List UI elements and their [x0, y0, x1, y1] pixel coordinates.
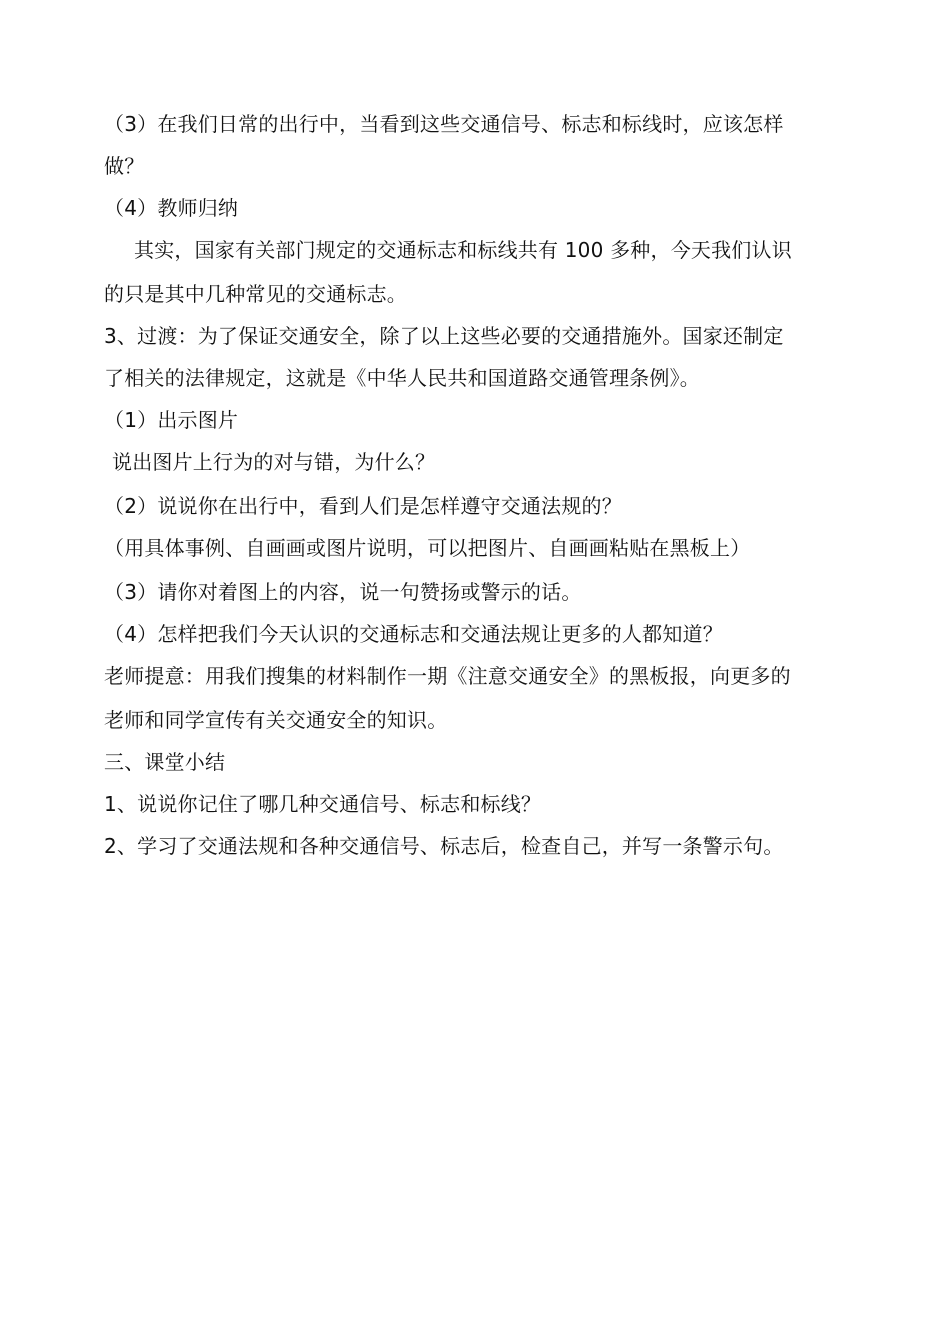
text-line: 3、过渡：为了保证交通安全，除了以上这些必要的交通措施外。国家还制定 — [104, 324, 784, 348]
text-line: 说出图片上行为的对与错，为什么？ — [112, 450, 436, 474]
text-line: 其实，国家有关部门规定的交通标志和标线共有 100 多种，今天我们认识 — [134, 238, 792, 262]
text-line: （1）出示图片 — [104, 408, 239, 432]
text-line: （4）教师归纳 — [104, 196, 239, 220]
text-line: 的只是其中几种常见的交通标志。 — [104, 282, 407, 306]
text-line: 2、学习了交通法规和各种交通信号、标志后，检查自己，并写一条警示句。 — [104, 834, 784, 858]
text-line: 了相关的法律规定，这就是《中华人民共和国道路交通管理条例》。 — [104, 366, 700, 390]
text-line: 老师和同学宣传有关交通安全的知识。 — [104, 708, 448, 732]
text-line: 做？ — [104, 154, 145, 178]
section-heading: 三、课堂小结 — [104, 750, 226, 774]
text-line: 1、说说你记住了哪几种交通信号、标志和标线？ — [104, 792, 542, 816]
text-line: （3）请你对着图上的内容，说一句赞扬或警示的话。 — [104, 580, 582, 604]
text-line: （4）怎样把我们今天认识的交通标志和交通法规让更多的人都知道？ — [104, 622, 723, 646]
text-line: （2）说说你在出行中，看到人们是怎样遵守交通法规的？ — [104, 494, 622, 518]
text-line: （3）在我们日常的出行中，当看到这些交通信号、标志和标线时，应该怎样 — [104, 112, 784, 136]
text-line: （用具体事例、自画画或图片说明，可以把图片、自画画粘贴在黑板上） — [104, 536, 751, 560]
text-line: 老师提意：用我们搜集的材料制作一期《注意交通安全》的黑板报，向更多的 — [104, 664, 791, 688]
